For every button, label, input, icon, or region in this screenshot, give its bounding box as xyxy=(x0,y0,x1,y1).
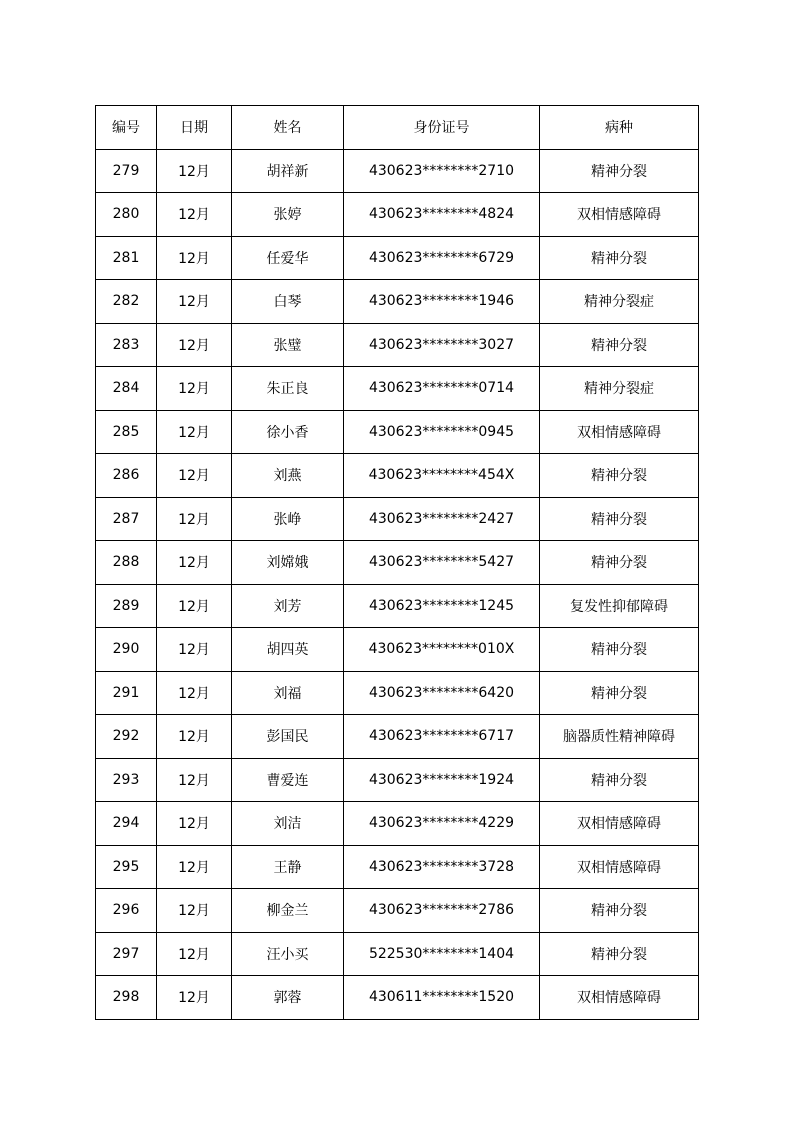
cell-number: 283 xyxy=(96,323,157,367)
cell-date: 12月 xyxy=(157,323,232,367)
cell-diagnosis: 复发性抑郁障碍 xyxy=(540,584,699,628)
cell-date: 12月 xyxy=(157,758,232,802)
cell-id-number: 430623********454X xyxy=(344,454,540,498)
cell-id-number: 430623********010X xyxy=(344,628,540,672)
cell-diagnosis: 双相情感障碍 xyxy=(540,976,699,1020)
header-row xyxy=(96,106,699,150)
cell-id-number: 430623********2710 xyxy=(344,149,540,193)
table-row xyxy=(96,889,699,933)
table-row xyxy=(96,323,699,367)
cell-number: 296 xyxy=(96,889,157,933)
cell-name: 胡四英 xyxy=(232,628,344,672)
cell-name: 郭蓉 xyxy=(232,976,344,1020)
table-row xyxy=(96,541,699,585)
table-row xyxy=(96,802,699,846)
cell-id-number: 430623********0945 xyxy=(344,410,540,454)
header-name: 姓名 xyxy=(232,106,344,150)
cell-number: 289 xyxy=(96,584,157,628)
cell-id-number: 430623********0714 xyxy=(344,367,540,411)
cell-name: 胡祥新 xyxy=(232,149,344,193)
header-id-number: 身份证号 xyxy=(344,106,540,150)
table-row xyxy=(96,410,699,454)
cell-diagnosis: 精神分裂 xyxy=(540,932,699,976)
cell-diagnosis: 脑器质性精神障碍 xyxy=(540,715,699,759)
cell-id-number: 430623********3728 xyxy=(344,845,540,889)
cell-name: 任爱华 xyxy=(232,236,344,280)
cell-diagnosis: 精神分裂 xyxy=(540,236,699,280)
cell-date: 12月 xyxy=(157,715,232,759)
table-row xyxy=(96,671,699,715)
cell-diagnosis: 精神分裂 xyxy=(540,628,699,672)
cell-number: 292 xyxy=(96,715,157,759)
table-body xyxy=(96,149,699,1019)
cell-id-number: 430623********3027 xyxy=(344,323,540,367)
patient-roster-table xyxy=(95,105,699,1020)
cell-id-number: 430623********2786 xyxy=(344,889,540,933)
table-row xyxy=(96,367,699,411)
table-row xyxy=(96,236,699,280)
cell-id-number: 522530********1404 xyxy=(344,932,540,976)
table-row xyxy=(96,932,699,976)
cell-diagnosis: 双相情感障碍 xyxy=(540,193,699,237)
cell-number: 279 xyxy=(96,149,157,193)
cell-name: 刘芳 xyxy=(232,584,344,628)
cell-id-number: 430623********5427 xyxy=(344,541,540,585)
cell-number: 293 xyxy=(96,758,157,802)
table-row xyxy=(96,976,699,1020)
cell-date: 12月 xyxy=(157,541,232,585)
cell-diagnosis: 精神分裂 xyxy=(540,671,699,715)
cell-number: 298 xyxy=(96,976,157,1020)
cell-date: 12月 xyxy=(157,236,232,280)
table-row xyxy=(96,584,699,628)
cell-date: 12月 xyxy=(157,802,232,846)
cell-id-number: 430623********1946 xyxy=(344,280,540,324)
cell-id-number: 430623********6729 xyxy=(344,236,540,280)
cell-number: 282 xyxy=(96,280,157,324)
table-row xyxy=(96,280,699,324)
cell-name: 张婷 xyxy=(232,193,344,237)
cell-number: 291 xyxy=(96,671,157,715)
cell-diagnosis: 精神分裂 xyxy=(540,323,699,367)
header-number: 编号 xyxy=(96,106,157,150)
table-row xyxy=(96,715,699,759)
cell-name: 白琴 xyxy=(232,280,344,324)
cell-date: 12月 xyxy=(157,367,232,411)
cell-name: 汪小买 xyxy=(232,932,344,976)
cell-name: 张峥 xyxy=(232,497,344,541)
table-row xyxy=(96,193,699,237)
table-row xyxy=(96,845,699,889)
cell-id-number: 430623********2427 xyxy=(344,497,540,541)
cell-name: 刘嫦娥 xyxy=(232,541,344,585)
cell-id-number: 430623********6420 xyxy=(344,671,540,715)
cell-date: 12月 xyxy=(157,932,232,976)
cell-number: 284 xyxy=(96,367,157,411)
cell-name: 刘福 xyxy=(232,671,344,715)
cell-date: 12月 xyxy=(157,584,232,628)
cell-number: 280 xyxy=(96,193,157,237)
cell-number: 290 xyxy=(96,628,157,672)
cell-name: 朱正良 xyxy=(232,367,344,411)
cell-diagnosis: 精神分裂 xyxy=(540,497,699,541)
header-date: 日期 xyxy=(157,106,232,150)
cell-name: 曹爱连 xyxy=(232,758,344,802)
table-header xyxy=(96,106,699,150)
cell-diagnosis: 双相情感障碍 xyxy=(540,410,699,454)
cell-number: 295 xyxy=(96,845,157,889)
cell-id-number: 430611********1520 xyxy=(344,976,540,1020)
cell-number: 297 xyxy=(96,932,157,976)
cell-date: 12月 xyxy=(157,845,232,889)
table-row xyxy=(96,149,699,193)
cell-date: 12月 xyxy=(157,889,232,933)
cell-number: 286 xyxy=(96,454,157,498)
table-row xyxy=(96,628,699,672)
table-row xyxy=(96,497,699,541)
cell-id-number: 430623********6717 xyxy=(344,715,540,759)
table-row xyxy=(96,758,699,802)
cell-name: 王静 xyxy=(232,845,344,889)
cell-name: 彭国民 xyxy=(232,715,344,759)
cell-number: 287 xyxy=(96,497,157,541)
cell-diagnosis: 精神分裂 xyxy=(540,454,699,498)
cell-date: 12月 xyxy=(157,671,232,715)
cell-diagnosis: 精神分裂症 xyxy=(540,280,699,324)
cell-name: 刘燕 xyxy=(232,454,344,498)
header-diagnosis: 病种 xyxy=(540,106,699,150)
cell-id-number: 430623********1924 xyxy=(344,758,540,802)
cell-date: 12月 xyxy=(157,149,232,193)
cell-name: 徐小香 xyxy=(232,410,344,454)
cell-date: 12月 xyxy=(157,280,232,324)
cell-name: 刘洁 xyxy=(232,802,344,846)
cell-id-number: 430623********4229 xyxy=(344,802,540,846)
cell-number: 294 xyxy=(96,802,157,846)
cell-diagnosis: 精神分裂 xyxy=(540,149,699,193)
cell-diagnosis: 双相情感障碍 xyxy=(540,802,699,846)
cell-number: 288 xyxy=(96,541,157,585)
table-row xyxy=(96,454,699,498)
cell-date: 12月 xyxy=(157,193,232,237)
cell-id-number: 430623********4824 xyxy=(344,193,540,237)
cell-date: 12月 xyxy=(157,454,232,498)
cell-date: 12月 xyxy=(157,410,232,454)
cell-number: 281 xyxy=(96,236,157,280)
cell-id-number: 430623********1245 xyxy=(344,584,540,628)
cell-diagnosis: 精神分裂 xyxy=(540,889,699,933)
cell-diagnosis: 精神分裂症 xyxy=(540,367,699,411)
cell-name: 柳金兰 xyxy=(232,889,344,933)
cell-date: 12月 xyxy=(157,976,232,1020)
cell-name: 张璧 xyxy=(232,323,344,367)
cell-date: 12月 xyxy=(157,628,232,672)
cell-date: 12月 xyxy=(157,497,232,541)
cell-number: 285 xyxy=(96,410,157,454)
cell-diagnosis: 精神分裂 xyxy=(540,758,699,802)
cell-diagnosis: 双相情感障碍 xyxy=(540,845,699,889)
cell-diagnosis: 精神分裂 xyxy=(540,541,699,585)
